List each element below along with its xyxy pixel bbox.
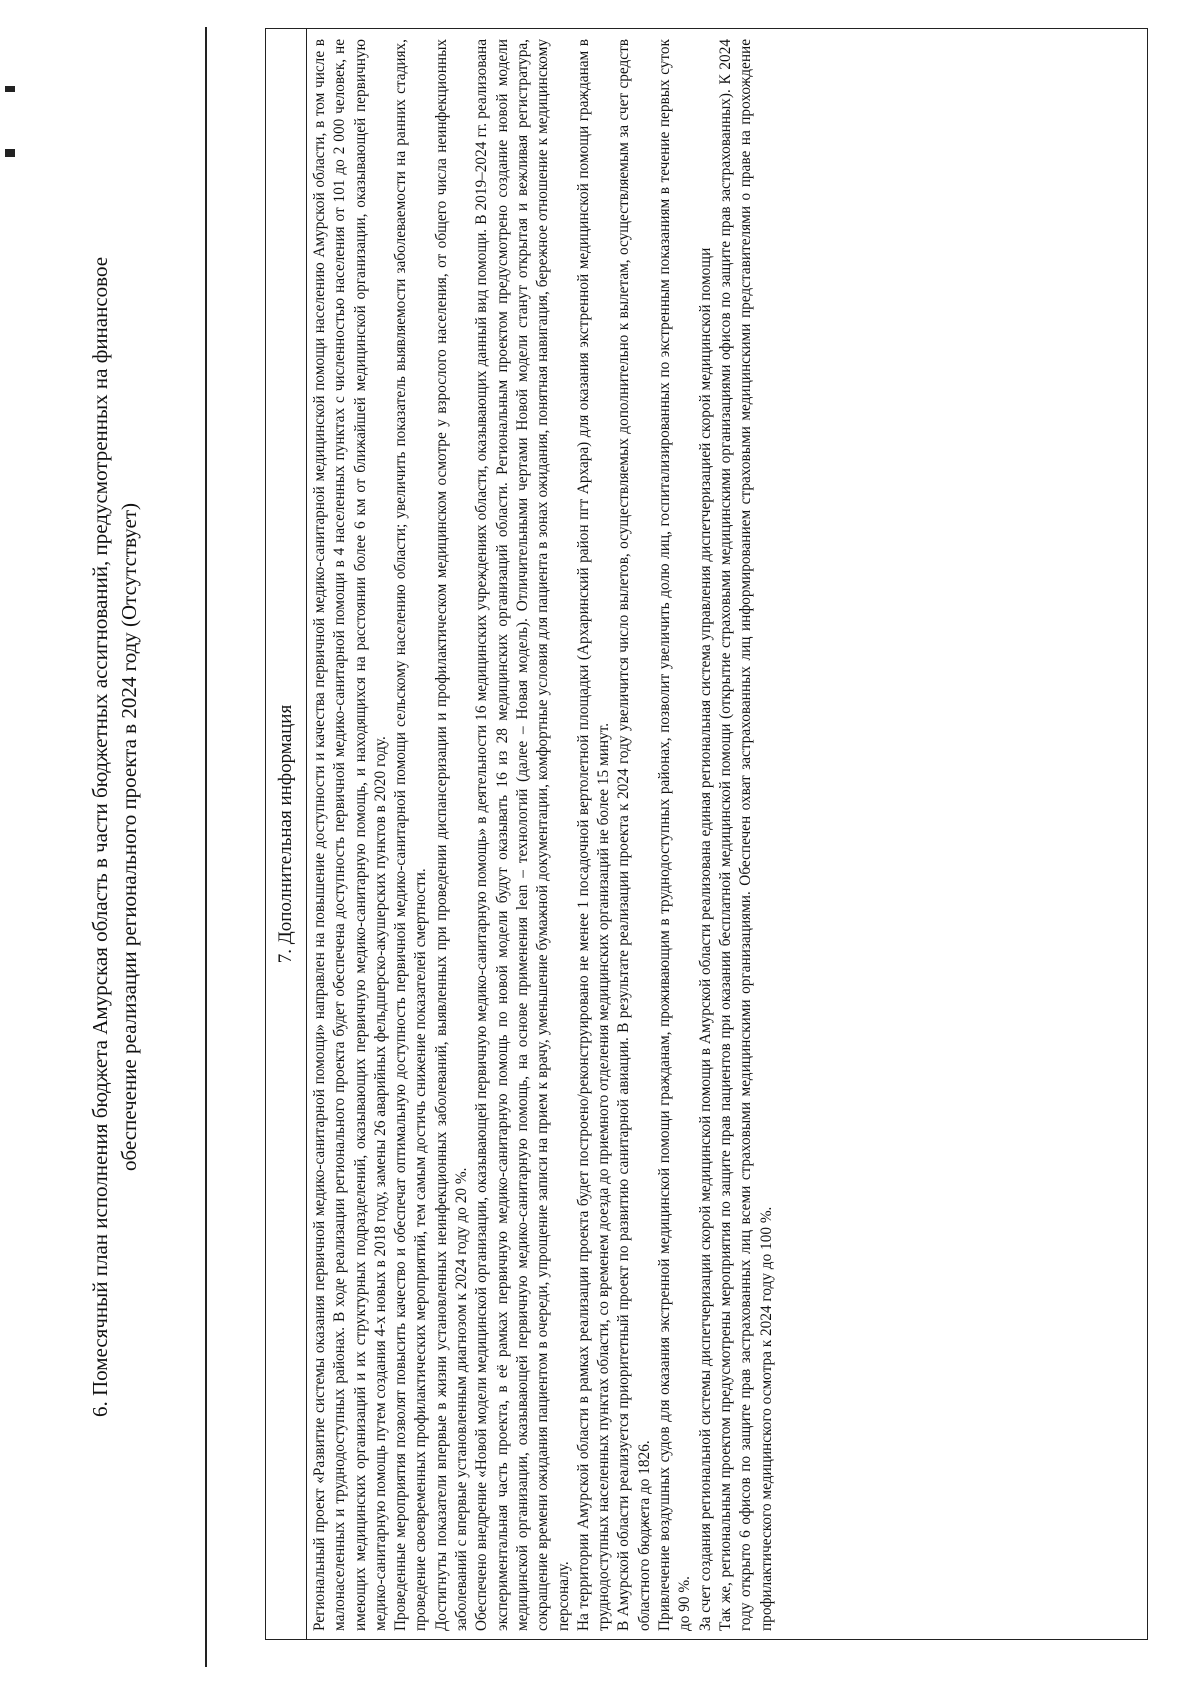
additional-info-table <box>265 28 1148 1640</box>
info-paragraph: Привлечение воздушных судов для оказания экстренной медицинской помощи гражданам, проживающим в труднодоступных районах, позволит увеличить долю лиц, госпитализированных по экстренным показаниям в течение первых суток до 90 %. <box>656 39 694 1631</box>
info-paragraph: Так же, региональным проектом предусмотрены мероприятия по защите прав пациентов при оказании бесплатной медицинской помощи (открытие страховыми медицинскими организациями офисов по защите прав застрахованных). К 2024 году открыто 6 офисов по защите прав застрахованных лиц всеми страховыми медицинскими организациями. Обеспечен охват застрахованных лиц информированием страховыми медицинскими представителями о праве на прохождение профилактического медицинского осмотра к 2024 году до 100 %. <box>716 39 775 1631</box>
section-6-heading: 6. Помесячный план исполнения бюджета Амурская область в части бюджетных ассигнований, предусмотренных на финансовое обеспечение реализации регионального проекта в 2024 году (Отсутствует) <box>88 256 141 1418</box>
info-paragraph: На территории Амурской области в рамках реализации проекта будет построено/реконструировано не менее 1 посадочной вертолетной площадки (Архаринский район пгт Архара) для оказания экстренной медицинской помощи гражданам в труднодоступных населенных пунктах области, со временем доезда до приемного отделения медицинских организаций не более 15 минут. <box>574 39 613 1631</box>
info-paragraph: Обеспечено внедрение «Новой модели медицинской организации, оказывающей первичную медико-санитарную помощь» в деятельности 16 медицинских учреждениях области, оказывающих данный вид помощи. В 2019–2024 гг. реализована экспериментальная часть проекта, в её рамках первичную медико-санитарную помощь по новой модели будут оказывать 16 из 28 медицинских организаций области. Региональным проектом предусмотрено создание новой модели медицинской организации, оказывающей первичную медико-санитарную помощь, на основе применения lean – технологий (далее – Новая модель). Отличительными чертами Новой модели станут открытая и вежливая регистратура, сокращение времени ожидания пациентом в очереди, упрощение записи на прием к врачу, уменьшение бумажной документации, комфортные условия для пациента в зонах ожидания, понятная навигация, бережное отношение к медицинскому персоналу. <box>473 39 572 1631</box>
additional-info-body <box>307 29 777 1639</box>
info-paragraph: Достигнуты показатели впервые в жизни установленных неинфекционных заболеваний, выявленных при проведении диспансеризации и профилактическом медицинском осмотре у взрослого населения, от общего числа неинфекционных заболеваний с впервые установленным диагнозом к 2024 году до 20 %. <box>432 39 471 1631</box>
info-paragraph: Региональный проект «Развитие системы оказания первичной медико-санитарной помощи» направлен на повышение доступности и качества первичной медико-санитарной медицинской помощи населению Амурской области, в том числе в малонаселенных и труднодоступных районах. В ходе реализации регионального проекта будет обеспечена доступность первичной медико-санитарной помощи в 4 населенных пунктах с численностью населения от 101 до 2 000 человек, не имеющих медицинских организаций и их структурных подразделений, оказывающих первичную медико-санитарную помощь, и находящихся на расстоянии более 6 км от ближайшей медицинской организации, оказывающей первичную медико-санитарную помощь путем создания 4-х новых в 2018 году, замены 26 аварийных фельдшерско-акушерских пунктов в 2020 году. <box>311 39 389 1631</box>
info-paragraph: В Амурской области реализуется приоритетный проект по развитию санитарной авиации. В результате реализации проекта к 2024 году увеличится число вылетов, осуществляемых дополнительно к вылетам, осуществляемым за счет средств областного бюджета до 1826. <box>615 39 653 1631</box>
info-paragraph: Проведенные мероприятия позволят повысить качество и обеспечат оптимальную доступность первичной медико-санитарной помощи сельскому населению области; увеличить показатель выявляемости заболеваемости на ранних стадиях, проведение своевременных профилактических мероприятий, тем самым достичь снижение показателей смертности. <box>392 39 430 1631</box>
section-divider <box>205 27 207 1667</box>
section-7-heading: 7. Дополнительная информация <box>266 29 307 1639</box>
scan-artifact-mark <box>5 149 15 157</box>
info-paragraph: За счет создания региональной системы диспетчеризации скорой медицинской помощи в Амурской области реализована единая региональная система управления диспетчеризацией скорой медицинской помощи <box>696 247 714 1631</box>
scan-artifact-mark <box>5 86 15 92</box>
